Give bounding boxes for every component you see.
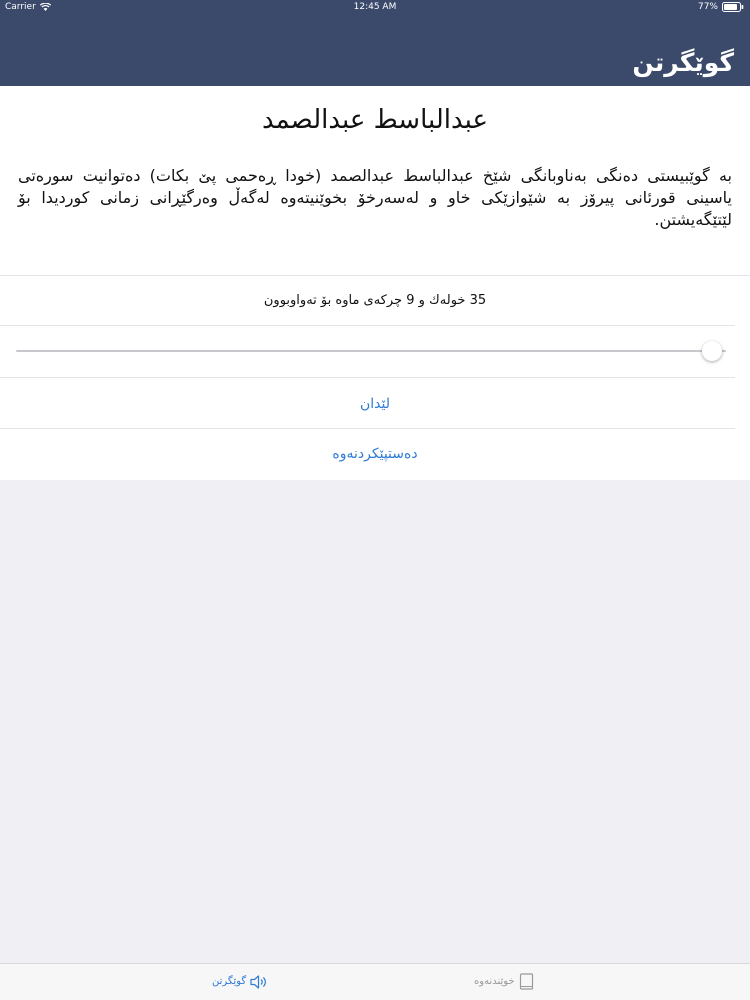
page-title: گوێگرتن — [632, 48, 734, 77]
navigation-bar — [0, 0, 750, 86]
restart-button[interactable]: دەستپێکردنەوە — [332, 446, 418, 462]
tab-bar — [0, 963, 750, 1000]
tab-listen[interactable] — [212, 972, 268, 992]
description-text: به گوێبیستی دەنگی بەناوبانگی شێخ عبدالباسط عبدالصمد (خودا ڕەحمی پێ بکات) دەتوانیت سورەتی یاسینی قورئانی پیرۆز بە شێوازێکی خاو و لەسەرخۆ بخوێنیتەوە لەگەڵ وەرگێڕانی زمانی کوردیدا بۆ لێتێگەیشتن. — [18, 166, 732, 229]
progress-slider[interactable] — [16, 341, 736, 361]
carrier-label: Carrier — [5, 2, 36, 12]
player-panel — [0, 86, 750, 480]
reciter-name: عبدالباسط عبدالصمد — [261, 105, 489, 135]
tab-read[interactable] — [474, 972, 535, 992]
divider — [0, 275, 750, 276]
status-right — [698, 2, 744, 12]
slider-thumb[interactable] — [702, 341, 722, 361]
book-icon — [519, 973, 535, 991]
slider-track[interactable] — [16, 350, 726, 352]
divider — [0, 377, 735, 378]
divider — [0, 428, 735, 429]
tab-listen-label: گوێگرتن — [212, 976, 247, 987]
time-remaining-label: 35 خولەك و 9 چرکەی ماوە بۆ تەواوبوون — [263, 293, 487, 308]
speaker-icon — [250, 974, 268, 990]
battery-percent: 77% — [697, 2, 718, 12]
divider — [0, 325, 735, 326]
play-button[interactable]: لێدان — [359, 396, 390, 412]
status-time: 12:45 AM — [353, 2, 397, 12]
battery-icon — [722, 2, 744, 12]
status-bar — [0, 0, 750, 16]
tab-read-label: خوێندنەوە — [474, 976, 515, 987]
